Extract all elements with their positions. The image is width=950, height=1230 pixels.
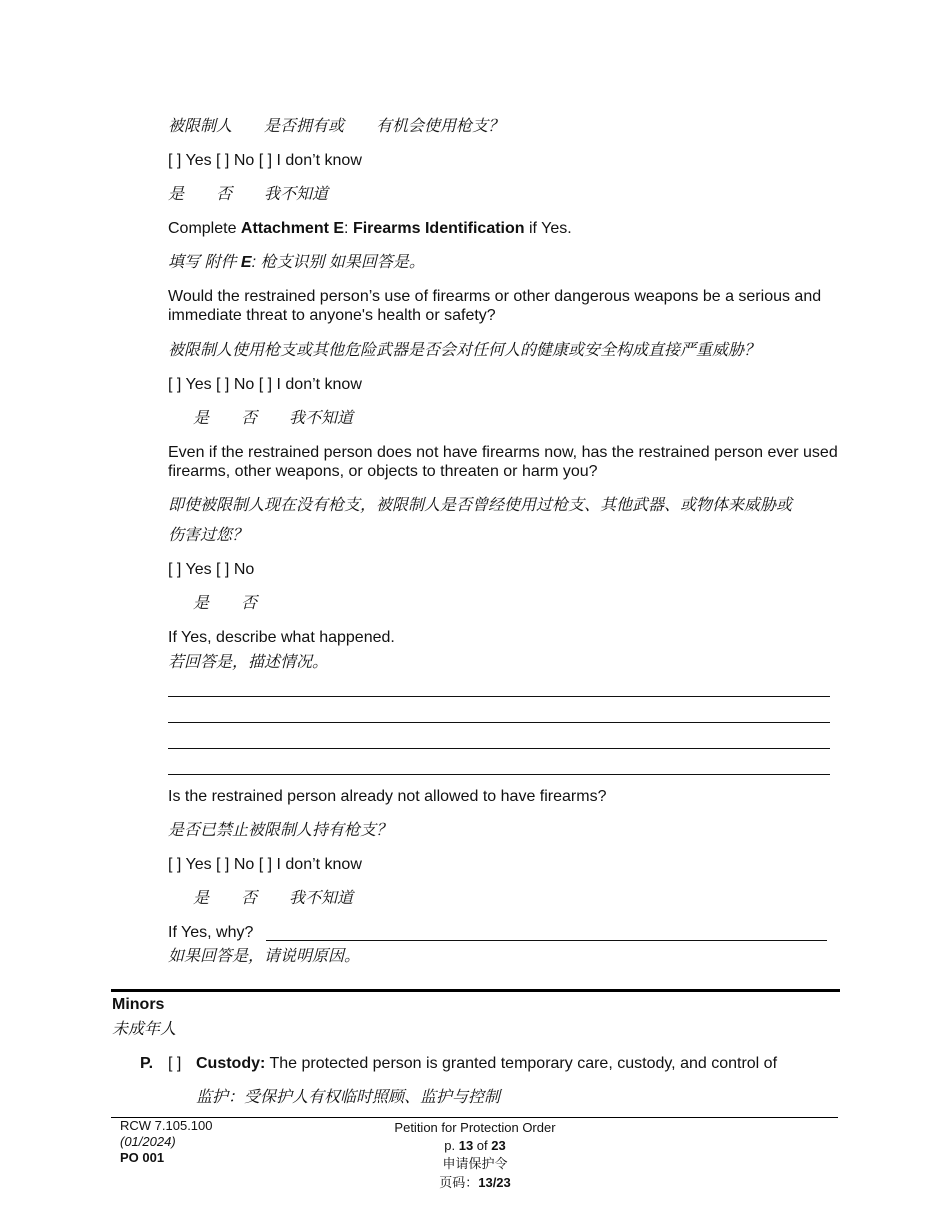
footer-page-zh	[350, 1174, 600, 1192]
footer-date: (01/2024)	[120, 1134, 176, 1149]
custody-label: Custody:	[196, 1055, 266, 1072]
q1-options-zh: 是 否 我不知道	[168, 186, 329, 203]
q2-question-zh: 被限制人使用枪支或其他危险武器是否会对任何人的健康或安全构成直接严重威胁？	[168, 342, 761, 359]
custody-item	[196, 1054, 777, 1074]
attachment-instruction-zh	[168, 253, 425, 273]
q4-why-label: If Yes, why?	[168, 924, 254, 941]
describe-line-1[interactable]	[168, 696, 830, 697]
q3-describe-label: If Yes, describe what happened.	[168, 629, 395, 646]
attachment-zh-post: : 枪支识别 如果回答是。	[251, 254, 425, 271]
footer-page-of: of	[473, 1138, 492, 1153]
q2-options[interactable]: [ ] Yes [ ] No [ ] I don’t know	[168, 376, 362, 393]
attachment-name: Attachment E	[240, 220, 345, 237]
q3-options[interactable]: [ ] Yes [ ] No	[168, 561, 255, 578]
q2-question: Would the restrained person’s use of firearms or other dangerous weapons be a serious and immediate threat to anyone's health or safety?	[168, 288, 822, 324]
q4-options-zh: 是 否 我不知道	[193, 890, 354, 907]
custody-text: The protected person is granted temporary care, custody, and control of	[265, 1055, 778, 1072]
q4-question: Is the restrained person already not allowed to have firearms?	[168, 788, 607, 805]
describe-line-4[interactable]	[168, 774, 830, 775]
section-heading-minors-zh: 未成年人	[112, 1021, 177, 1038]
footer-page-num: 13	[458, 1138, 474, 1153]
q4-why-label-zh: 如果回答是，请说明原因。	[168, 948, 361, 965]
footer-divider	[111, 1117, 838, 1118]
q3-describe-label-zh: 若回答是，描述情况。	[168, 654, 329, 671]
custody-text-zh: 监护：受保护人有权临时照顾、监护与控制	[196, 1089, 501, 1106]
q1-question-zh: 被限制人 是否拥有或 有机会使用枪支？	[168, 118, 505, 135]
q3-question-zh-line1: 即使被限制人现在没有枪支，被限制人是否曾经使用过枪支、其他武器、或物体来威胁或	[168, 497, 793, 514]
attachment-zh-pre: 填写 附件	[168, 254, 241, 271]
q4-question-zh: 是否已禁止被限制人持有枪支？	[168, 822, 393, 839]
custody-checkbox[interactable]: [ ]	[168, 1055, 182, 1072]
q1-options[interactable]: [ ] Yes [ ] No [ ] I don’t know	[168, 152, 362, 169]
q2-options-zh: 是 否 我不知道	[193, 410, 354, 427]
attachment-sep: :	[344, 220, 353, 237]
attachment-zh-e: E	[240, 254, 252, 271]
footer-page-total: 23	[491, 1138, 506, 1153]
attachment-title: Firearms Identification	[352, 220, 525, 237]
describe-line-3[interactable]	[168, 748, 830, 749]
footer-page-zh-label: 页码：	[439, 1175, 479, 1190]
footer-page	[350, 1137, 600, 1155]
q3-question-zh-line2: 伤害过您？	[168, 527, 249, 544]
q3-question: Even if the restrained person does not have firearms now, has the restrained person ever used firearms, other weapons, or objects to threaten or harm you?	[168, 444, 838, 480]
section-divider	[111, 989, 840, 992]
footer-form-number: PO 001	[120, 1150, 165, 1165]
attachment-instruction	[168, 219, 572, 239]
section-heading-minors: Minors	[112, 996, 165, 1013]
item-letter-p: P.	[140, 1055, 154, 1072]
attachment-post: if Yes.	[524, 220, 572, 237]
q3-options-zh: 是 否	[193, 595, 258, 612]
attachment-pre: Complete	[168, 220, 241, 237]
footer-rcw: RCW 7.105.100	[120, 1118, 213, 1133]
footer-title: Petition for Protection Order	[394, 1120, 556, 1135]
footer-page-zh-value: 13/23	[478, 1175, 511, 1190]
why-line[interactable]	[266, 940, 827, 941]
q4-options[interactable]: [ ] Yes [ ] No [ ] I don’t know	[168, 856, 362, 873]
describe-line-2[interactable]	[168, 722, 830, 723]
footer-page-pre: p.	[444, 1138, 459, 1153]
footer-title-zh: 申请保护令	[442, 1156, 508, 1171]
